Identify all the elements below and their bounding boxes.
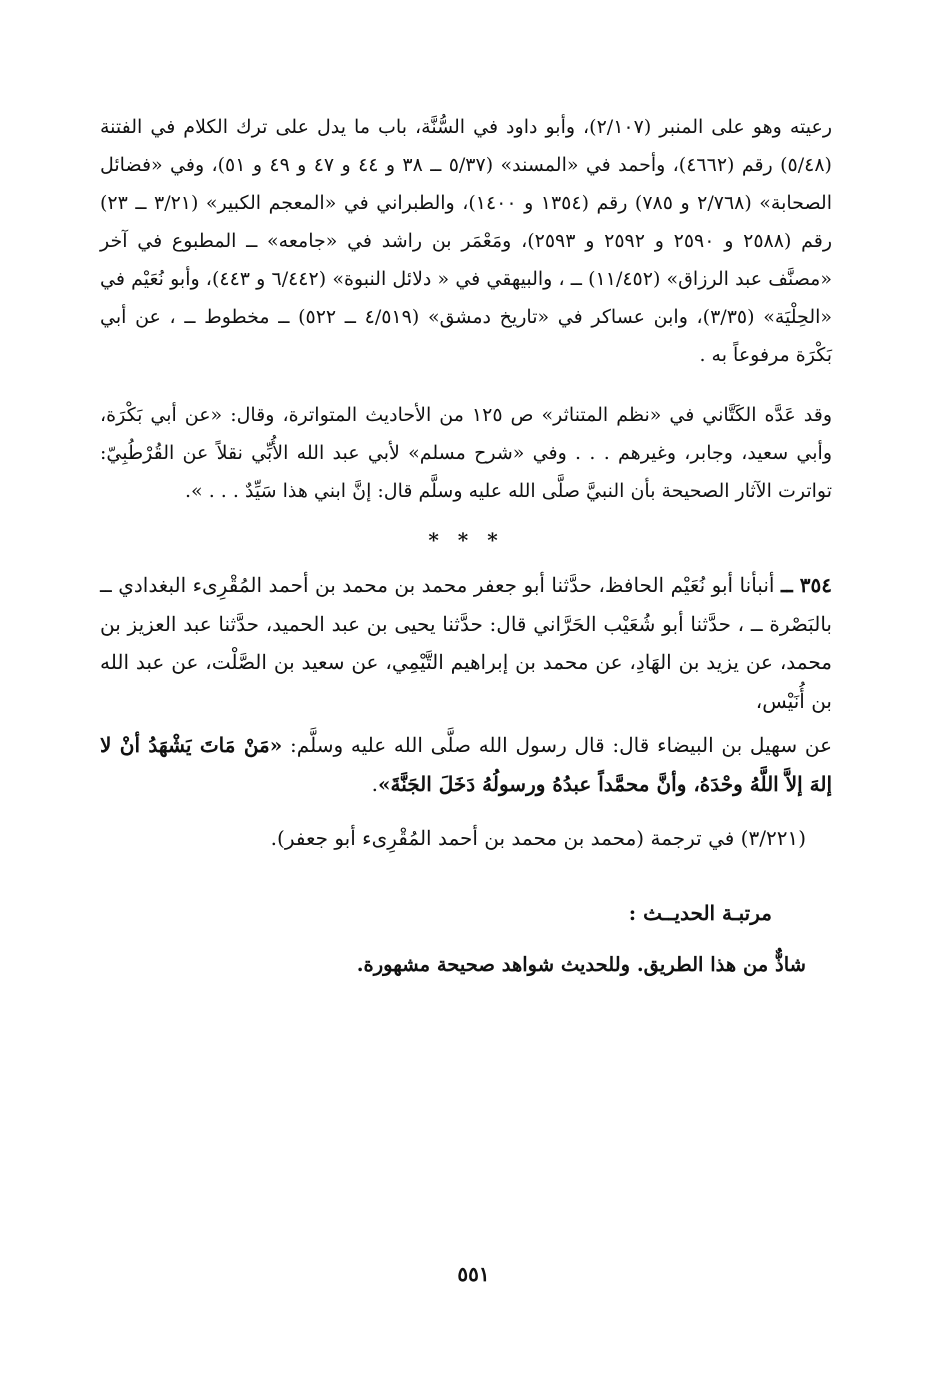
grade-heading: مرتبـة الحديــث : [628, 900, 772, 925]
hadith-isnad [100, 566, 832, 720]
footnote-paragraph-tawatur: وقد عَدَّه الكَتَّاني في «نظم المتناثر» ص ١٢٥ من الأحاديث المتواترة، وقال: «عن أبي بَكْرَة، وأبي سعيد، وجابر، وغيرهم . . . وفي «شرح مسلم» لأبي عبد الله الأُبِّي نقلاً عن القُرْطُبِيّ: تواترت الآثار الصحيحة بأن النبيَّ صلَّى الله عليه وسلَّم قال: إنَّ ابني هذا سَيِّدٌ . . . ». [100, 404, 832, 502]
hadith-end: . [371, 771, 378, 796]
hadith-matn: «مَنْ مَاتَ يَشْهَدُ أنْ لا إلهَ إلاَّ اللَّهُ وحْدَهُ، وأنَّ محمَّداً عبدُهُ ورسولُهُ دَخَلَ الجَنَّةَ» [100, 733, 832, 796]
hadith-source: (٣/٢٢١) في ترجمة (محمد بن محمد بن أحمد المُقْرِىء أبو جعفر). [270, 826, 806, 850]
grade-verdict: شاذٌّ من هذا الطريق. وللحديث شواهد صحيحة مشهورة. [356, 952, 806, 976]
hadith-text [100, 726, 832, 803]
hadith-number: ٣٥٤ ــ [780, 573, 832, 597]
footnote-paragraph-sources: رعيته وهو على المنبر (٢/١٠٧)، وأبو داود في السُّنَّة، باب ما يدل على ترك الكلام في الفتنة (٥/٤٨) رقم (٤٦٦٢)، وأحمد في «المسند» (٥/٣٧ ــ ٣٨ و ٤٤ و ٤٧ و ٤٩ و ٥١)، وفي «فضائل الصحابة» (٢/٧٦٨ و ٧٨٥) رقم (١٣٥٤ و ١٤٠٠)، والطبراني في «المعجم الكبير» (٣/٢١ ــ ٢٣) رقم (٢٥٨٨ و ٢٥٩٠ و ٢٥٩٢ و ٢٥٩٣)، ومَعْمَر بن راشد في «جامعه» ــ المطبوع في آخر «مصنَّف عبد الرزاق» (١١/٤٥٢) ــ ، والبيهقي في « دلائل النبوة» (٦/٤٤٢ و ٤٤٣)، وأبو نُعَيْم في «الحِلْيَة» (٣/٣٥)، وابن عساكر في «تاريخ دمشق» (٤/٥١٩ ــ ٥٢٢) ــ مخطوط ــ ، عن أبي بَكْرَة مرفوعاً به . [100, 116, 833, 366]
hadith-entry [100, 566, 832, 858]
section-separator: * * * [428, 528, 504, 552]
page-number: ٥٥١ [457, 1262, 490, 1286]
hadith-text-intro: عن سهيل بن البيضاء قال: قال رسول الله صلَّى الله عليه وسلَّم: [290, 733, 832, 757]
hadith-chain: أنبأنا أبو نُعَيْم الحافظ، حدَّثنا أبو جعفر محمد بن محمد بن أحمد المُقْرِىء البغدادي ــ بالبَصْرة ــ ، حدَّثنا أبو شُعَيْب الحَرَّاني قال: حدَّثنا يحيى بن عبد الحميد، حدَّثنا عبد العزيز بن محمد، عن يزيد بن الهَادِ، عن محمد بن إبراهيم التَّيْمِي، عن سعيد بن الصَّلْت، عن عبد الله بن أُنَيْس، [100, 573, 832, 713]
page-body [100, 108, 832, 984]
footnote-block [100, 108, 832, 510]
